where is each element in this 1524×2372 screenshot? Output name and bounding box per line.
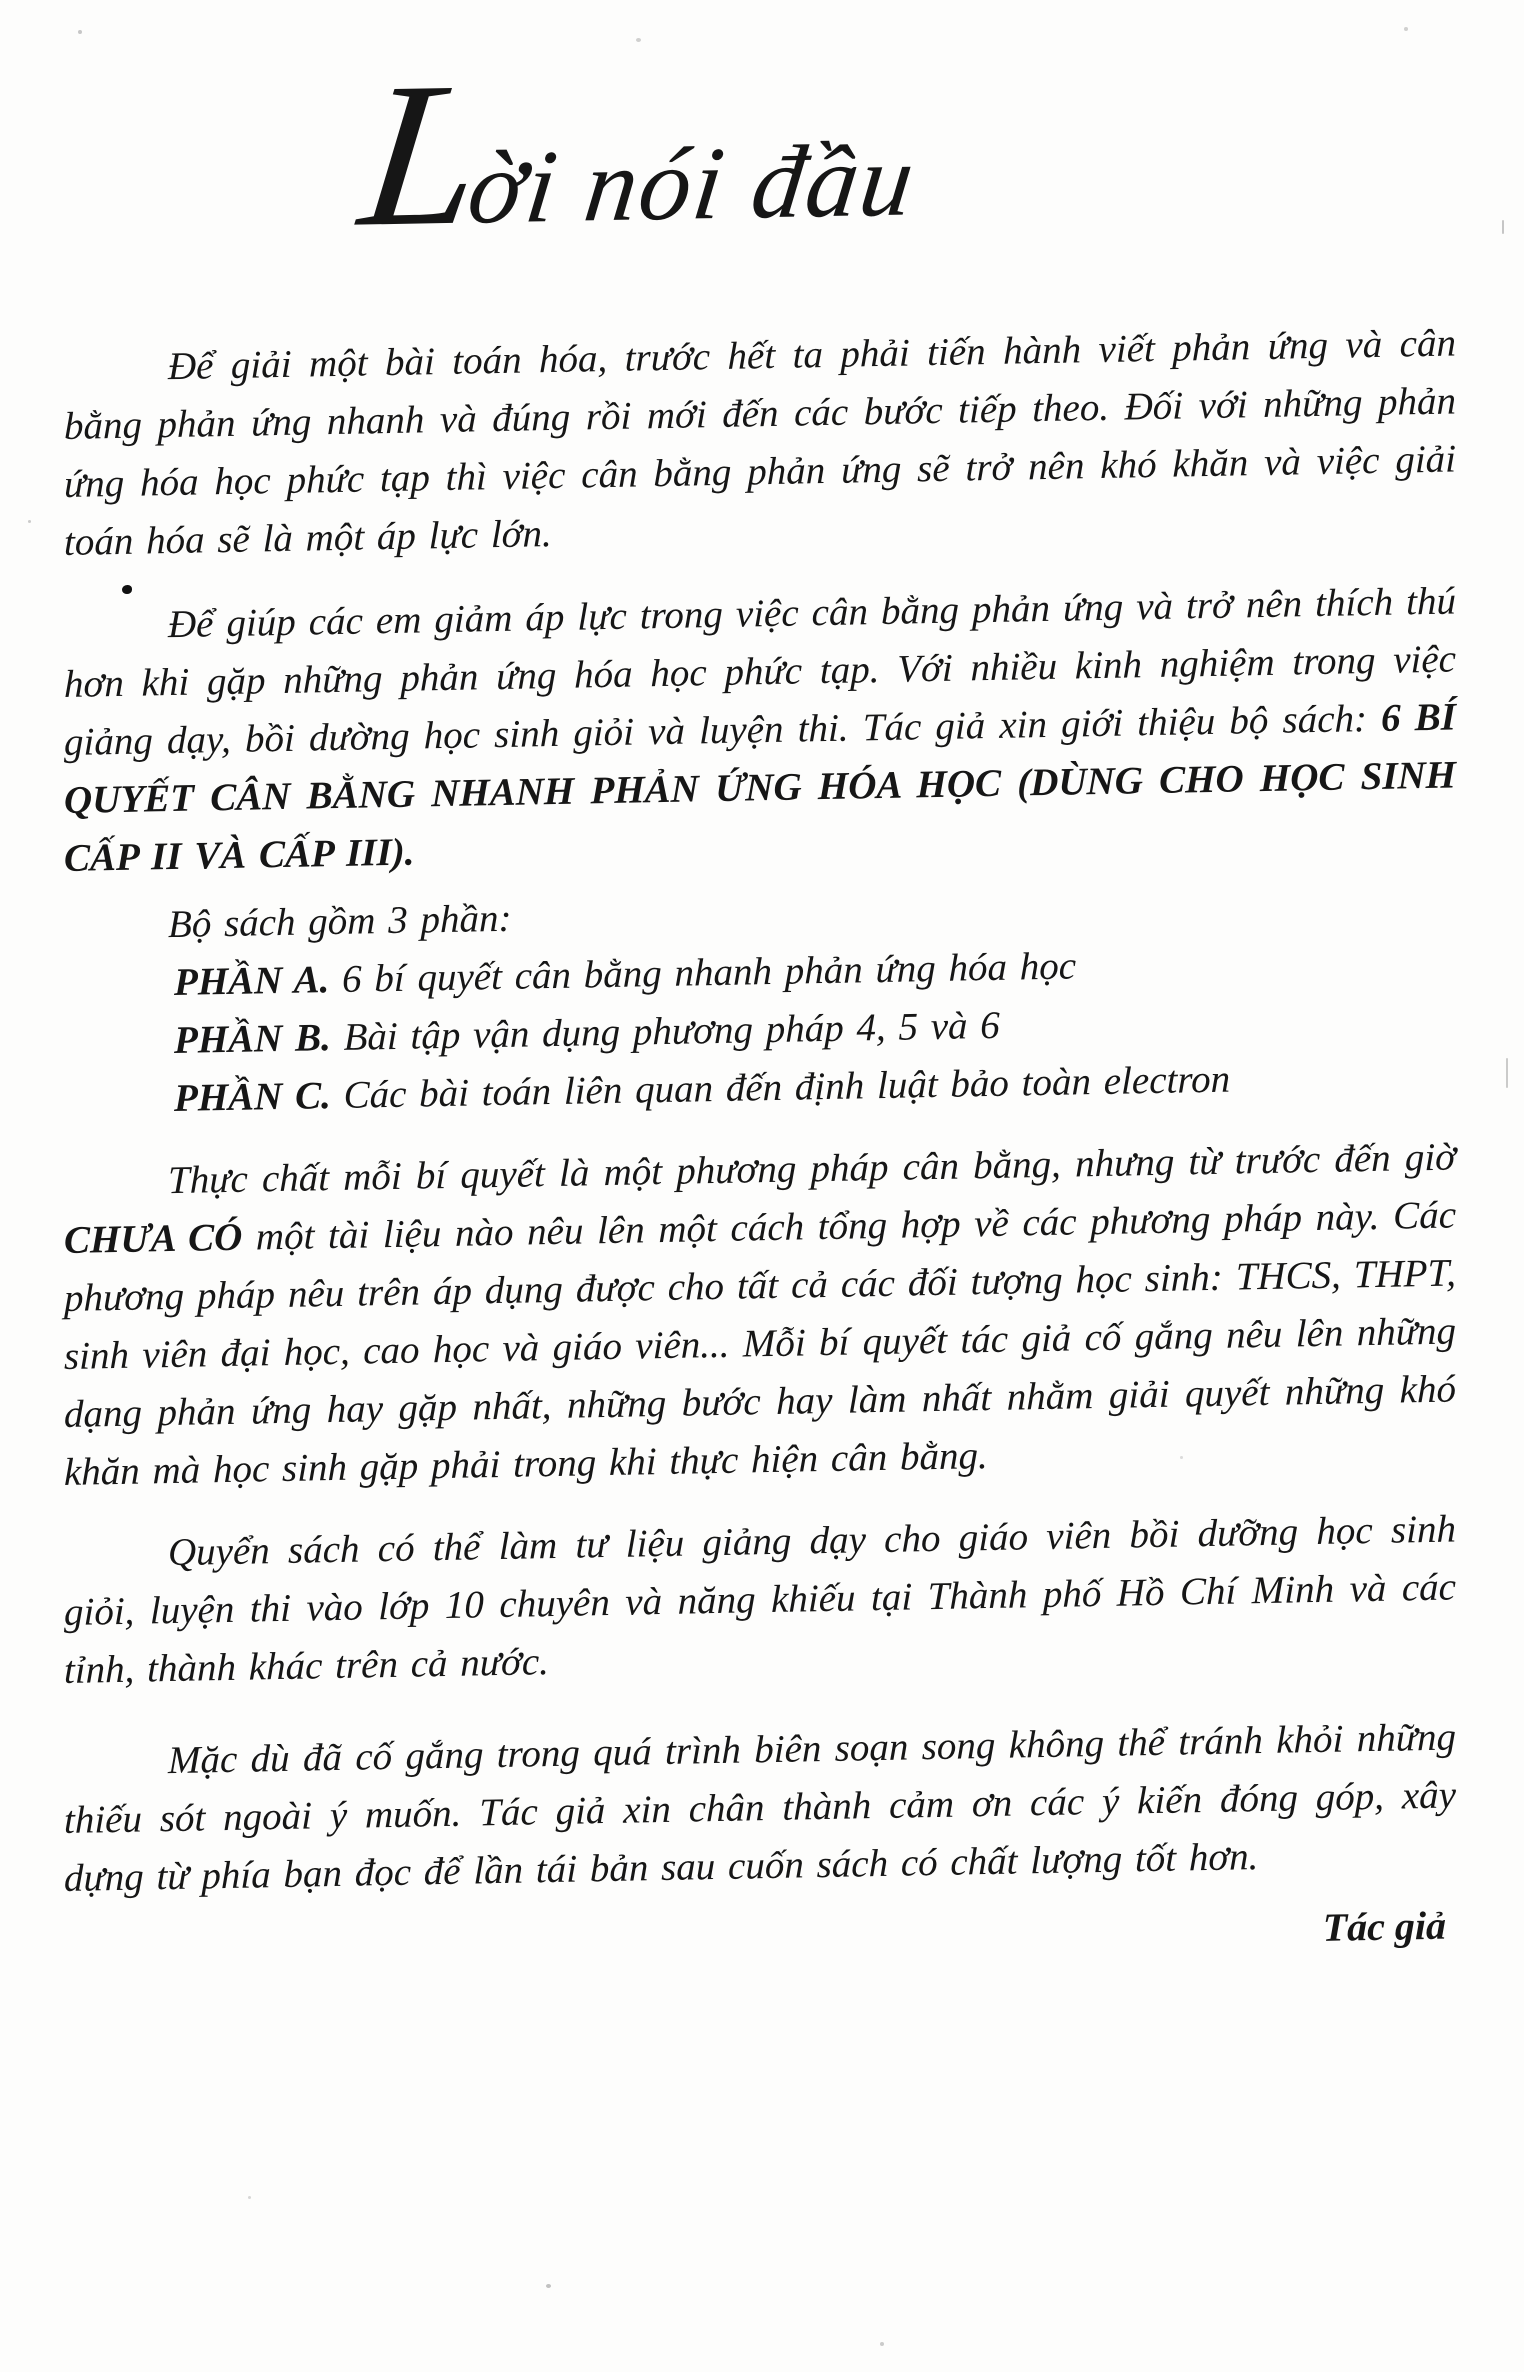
scan-speck [636,38,641,42]
paragraph-methods-text-1: Thực chất mỗi bí quyết là một phương pháp cân bằng, nhưng từ trước đến giờ [168,1135,1456,1203]
scan-speck [546,2284,551,2288]
scan-speck [880,2342,884,2346]
title-initial-letter: L [351,38,488,270]
paragraph-methods [64,1128,1456,1502]
page-edge-artifact [1506,1058,1508,1088]
paragraph-usage: Quyển sách có thể làm tư liệu giảng dạy cho giáo viên bồi dưỡng học sinh giỏi, luyện thi vào lớp 10 chuyên và năng khiếu tại Thành phố Hồ Chí Minh và các tỉnh, thành khác trên cả nước. [64,1507,1456,1692]
part-a-label: PHẦN A. [174,958,330,1004]
part-b-label: PHẦN B. [174,1016,331,1062]
page-edge-artifact [1502,220,1504,234]
paragraph-book-introduction-text: Để giúp các em giảm áp lực trong việc cân bằng phản ứng và trở nên thích thú hơn khi gặp những phản ứng hóa học phức tạp. Với nhiều kinh nghiệm trong việc giảng dạy, bồi dường học sinh giỏi và luyện thi. Tác giả xin giới thiệu bộ sách: [64,579,1456,764]
paragraph-methods-text-2: một tài liệu nào nêu lên một cách tổng hợp về các phương pháp này. Các phương pháp nêu trên áp dụng được cho tất cả các đối tượng học sinh: THCS, THPT, sinh viên đại học, cao học và giáo viên... Mỗi bí quyết tác giả cố gắng nêu lên những dạng phản ứng hay gặp nhất, những bước hay làm nhất nhằm giải quyết những khó khăn mà học sinh gặp phải trong khi thực hiện cân bằng. [64,1193,1457,1494]
scan-speck [1404,27,1408,31]
scan-speck [300,980,303,983]
paragraph-intro-problem: Để giải một bài toán hóa, trước hết ta phải tiến hành viết phản ứng và cân bằng phản ứng nhanh và đúng rồi mới đến các bước tiếp theo. Đối với những phản ứng hóa học phức tạp thì việc cân bằng phản ứng sẽ trở nên khó khăn và việc giải toán hóa sẽ là một áp lực lớn. [64,321,1456,564]
part-b-text: Bài tập vận dụng phương pháp 4, 5 và 6 [330,1003,1000,1060]
scan-speck [1180,1456,1183,1459]
chua-co-emphasis: CHƯA CÓ [64,1215,243,1262]
scan-speck [28,520,31,523]
part-a-text: 6 bí quyết cân bằng nhanh phản ứng hóa học [329,944,1077,1002]
author-signature: Tác giả [1322,1902,1446,1950]
part-c-text: Các bài toán liên quan đến định luật bảo toàn electron [330,1057,1231,1118]
part-c-label: PHẦN C. [174,1074,331,1120]
page-text-block [64,14,1456,1980]
parts-list [64,930,1456,1130]
page-title [0,16,1353,284]
paragraph-book-introduction [64,572,1456,888]
scan-speck [78,30,82,34]
scan-speck [248,2196,251,2199]
parts-list-intro: Bộ sách gồm 3 phần: [168,896,512,947]
paragraph-apology: Mặc dù đã cố gắng trong quá trình biên soạn song không thể tránh khỏi những thiếu sót ngoài ý muốn. Tác giả xin chân thành cảm ơn các ý kiến đóng góp, xây dựng từ phía bạn đọc để lần tái bản sau cuốn sách có chất lượng tốt hơn. [64,1715,1456,1900]
title-rest-text: ời nói đầu [462,122,922,246]
book-series-title: 6 BÍ QUYẾT CÂN BẰNG NHANH PHẢN ỨNG HÓA HỌC (DÙNG CHO HỌC SINH CẤP II VÀ CẤP III). [64,695,1456,880]
ink-dot-artifact [122,585,132,594]
